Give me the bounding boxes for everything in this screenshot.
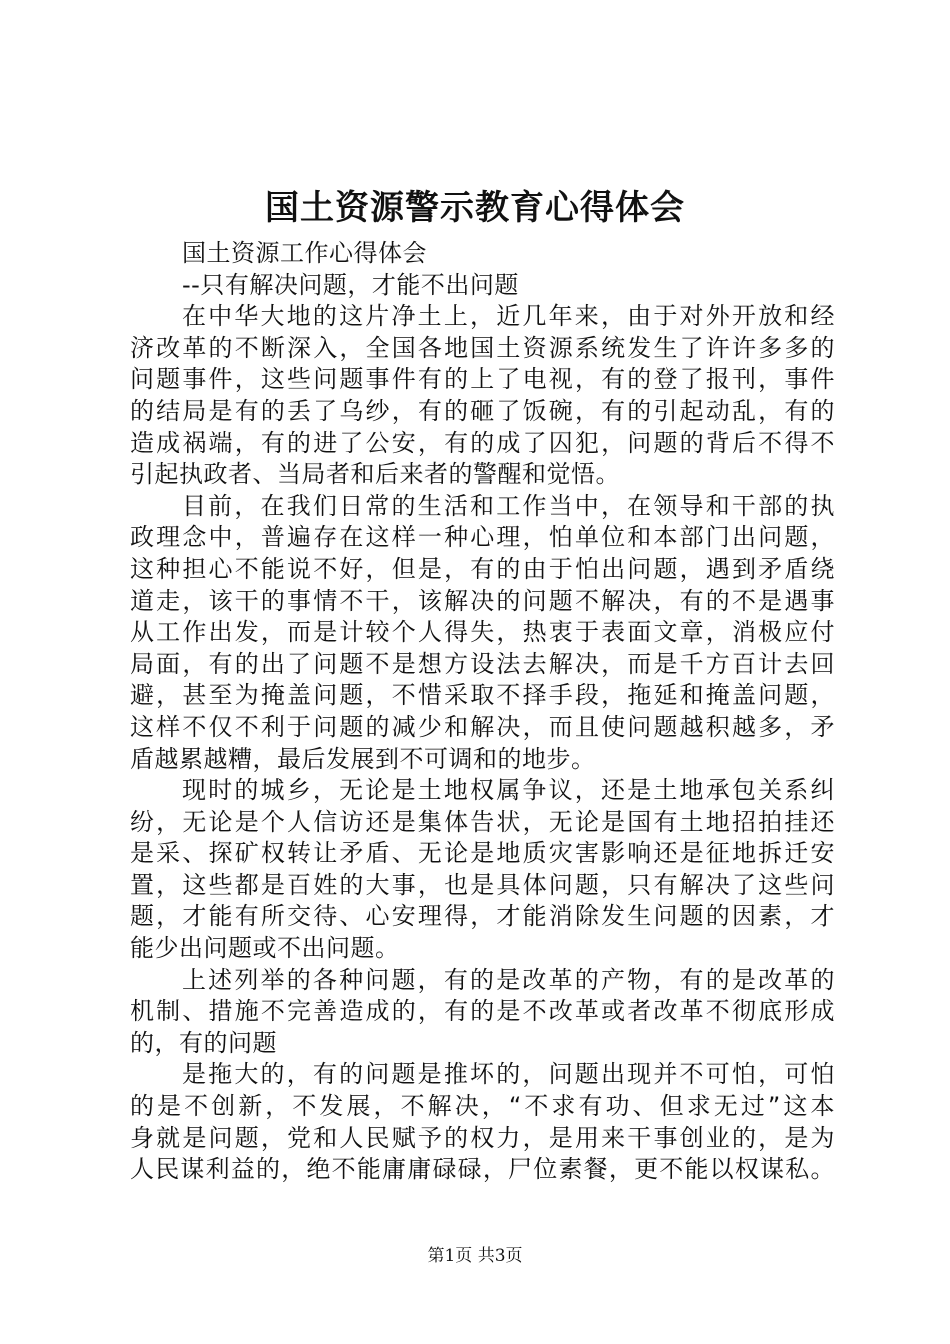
- text-line: 局面，有的出了问题不是想方设法去解决，而是千方百计去回: [130, 649, 835, 678]
- text-line: 题，才能有所交待、心安理得，才能消除发生问题的因素，才: [130, 902, 835, 931]
- document-body: [130, 238, 835, 1186]
- text-line: 是拖大的，有的问题是推坏的，问题出现并不可怕，可怕: [182, 1060, 835, 1089]
- text-line: 引起执政者、当局者和后来者的警醒和觉悟。: [130, 460, 620, 489]
- text-line: 的结局是有的丢了乌纱，有的砸了饭碗，有的引起动乱，有的: [130, 396, 835, 425]
- text-line: 国土资源工作心得体会: [182, 239, 427, 267]
- text-line: 能少出问题或不出问题。: [130, 934, 400, 963]
- text-line: --只有解决问题，才能不出问题: [182, 270, 519, 299]
- text-line: 纷，无论是个人信访还是集体告状，无论是国有土地招拍挂还: [130, 807, 835, 836]
- text-line: 济改革的不断深入，全国各地国土资源系统发生了许许多多的: [130, 333, 835, 362]
- text-line: 上述列举的各种问题，有的是改革的产物，有的是改革的: [182, 965, 835, 994]
- text-line: 盾越累越糟，最后发展到不可调和的地步。: [130, 744, 596, 773]
- text-line: 道走，该干的事情不干，该解决的问题不解决，有的不是遇事: [130, 586, 835, 615]
- text-line: 避，甚至为掩盖问题，不惜采取不择手段，拖延和掩盖问题，: [130, 681, 835, 710]
- text-line: 现时的城乡，无论是土地权属争议，还是土地承包关系纠: [182, 776, 835, 805]
- text-line: 造成祸端，有的进了公安，有的成了囚犯，问题的背后不得不: [130, 428, 835, 457]
- text-line: 从工作出发，而是计较个人得失，热衷于表面文章，消极应付: [130, 618, 835, 647]
- text-line: 在中华大地的这片净土上，近几年来，由于对外开放和经: [182, 302, 835, 331]
- text-line: 这样不仅不利于问题的减少和解决，而且使问题越积越多，矛: [130, 712, 835, 741]
- text-line: 政理念中，普遍存在这样一种心理，怕单位和本部门出问题，: [130, 523, 835, 552]
- text-line: 身就是问题，党和人民赋予的权力，是用来干事创业的，是为: [130, 1123, 835, 1152]
- page-footer: 第1页 共3页: [427, 1246, 523, 1266]
- text-line: 机制、措施不完善造成的，有的是不改革或者改革不彻底形成: [130, 997, 835, 1026]
- text-line: 置，这些都是百姓的大事，也是具体问题，只有解决了这些问: [130, 870, 835, 899]
- text-line: 是采、探矿权转让矛盾、无论是地质灾害影响还是征地拆迁安: [130, 839, 835, 868]
- text-line: 这种担心不能说不好，但是，有的由于怕出问题，遇到矛盾绕: [130, 554, 835, 583]
- document-title: 国土资源警示教育心得体会: [265, 188, 685, 228]
- text-line: 人民谋利益的，绝不能庸庸碌碌，尸位素餐，更不能以权谋私。: [130, 1155, 835, 1184]
- text-line: 的，有的问题: [130, 1028, 277, 1057]
- text-line: 目前，在我们日常的生活和工作当中，在领导和干部的执: [182, 491, 835, 520]
- text-line: 问题事件，这些问题事件有的上了电视，有的登了报刊，事件: [130, 365, 835, 394]
- text-line: 的是不创新，不发展，不解决，“不求有功、但求无过”这本: [130, 1092, 835, 1121]
